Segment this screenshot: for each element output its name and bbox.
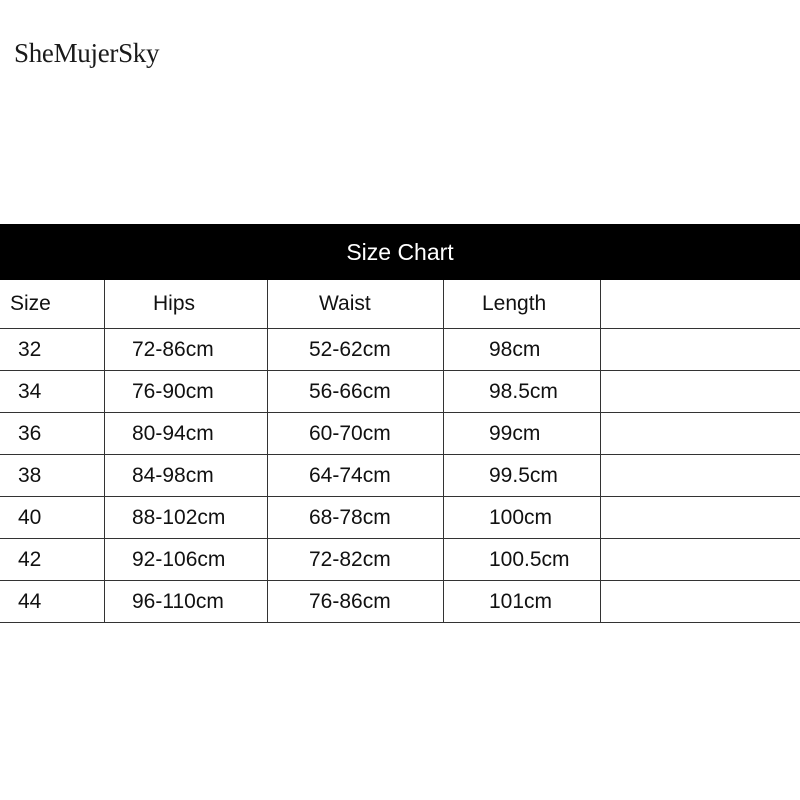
cell-waist: 72-82cm — [268, 539, 444, 581]
cell-size: 36 — [0, 413, 105, 455]
cell-empty — [601, 539, 800, 581]
table-row — [0, 371, 800, 413]
header-length: Length — [444, 280, 601, 329]
cell-hips: 88-102cm — [105, 497, 268, 539]
table-row — [0, 329, 800, 371]
cell-waist: 76-86cm — [268, 581, 444, 623]
table-row — [0, 455, 800, 497]
cell-empty — [601, 455, 800, 497]
cell-empty — [601, 497, 800, 539]
table-row — [0, 581, 800, 623]
cell-length: 100cm — [444, 497, 601, 539]
cell-hips: 84-98cm — [105, 455, 268, 497]
cell-waist: 52-62cm — [268, 329, 444, 371]
header-hips: Hips — [105, 280, 268, 329]
cell-size: 32 — [0, 329, 105, 371]
cell-length: 98.5cm — [444, 371, 601, 413]
table-header-row — [0, 280, 800, 329]
cell-waist: 68-78cm — [268, 497, 444, 539]
size-chart-title-bar — [0, 224, 800, 280]
table-row — [0, 413, 800, 455]
cell-size: 44 — [0, 581, 105, 623]
header-waist: Waist — [268, 280, 444, 329]
size-table — [0, 280, 800, 623]
cell-waist: 60-70cm — [268, 413, 444, 455]
cell-size: 40 — [0, 497, 105, 539]
cell-length: 98cm — [444, 329, 601, 371]
cell-hips: 76-90cm — [105, 371, 268, 413]
cell-hips: 72-86cm — [105, 329, 268, 371]
cell-waist: 56-66cm — [268, 371, 444, 413]
brand-logo-text: SheMujerSky — [14, 38, 160, 68]
cell-hips: 96-110cm — [105, 581, 268, 623]
table-row — [0, 539, 800, 581]
cell-size: 38 — [0, 455, 105, 497]
cell-length: 100.5cm — [444, 539, 601, 581]
cell-length: 99cm — [444, 413, 601, 455]
cell-hips: 92-106cm — [105, 539, 268, 581]
cell-empty — [601, 413, 800, 455]
cell-empty — [601, 581, 800, 623]
header-empty — [601, 280, 800, 329]
size-chart-title: Size Chart — [346, 238, 454, 265]
cell-empty — [601, 329, 800, 371]
cell-length: 99.5cm — [444, 455, 601, 497]
cell-hips: 80-94cm — [105, 413, 268, 455]
cell-length: 101cm — [444, 581, 601, 623]
cell-size: 34 — [0, 371, 105, 413]
table-row — [0, 497, 800, 539]
cell-size: 42 — [0, 539, 105, 581]
cell-waist: 64-74cm — [268, 455, 444, 497]
header-size: Size — [0, 280, 105, 329]
cell-empty — [601, 371, 800, 413]
